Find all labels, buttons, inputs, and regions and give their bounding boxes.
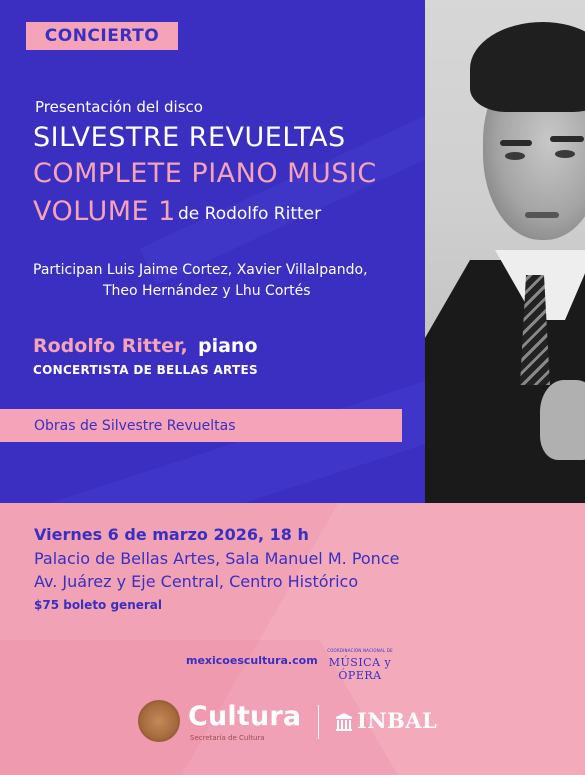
performer-instrument: piano — [198, 335, 258, 357]
government-seal-icon — [138, 700, 180, 742]
cnmo-logo — [320, 648, 410, 682]
secretaria-label: Secretaría de Cultura — [190, 734, 265, 742]
title-line-1: SILVESTRE REVUELTAS — [33, 122, 346, 153]
event-date: Viernes 6 de marzo 2026, 18 h — [34, 525, 309, 544]
title-line-2: COMPLETE PIANO MUSIC — [33, 158, 377, 189]
category-tag — [26, 22, 178, 50]
title-line-3: VOLUME 1 — [33, 196, 176, 227]
logo-divider — [318, 705, 319, 739]
building-icon — [335, 713, 353, 731]
participants-line-2: Theo Hernández y Lhu Cortés — [103, 283, 311, 299]
cnmo-logo-small-text: COORDINACIÓN NACIONAL DE — [327, 648, 393, 653]
performer-role: CONCERTISTA DE BELLAS ARTES — [33, 363, 258, 377]
ticket-price: $75 boleto general — [34, 598, 163, 612]
performer-photo — [425, 0, 585, 503]
event-venue: Palacio de Bellas Artes, Sala Manuel M. Ponce — [34, 549, 400, 568]
category-tag-label: CONCIERTO — [44, 26, 160, 46]
inbal-logo-text: INBAL — [357, 708, 438, 733]
participants-line-1: Participan Luis Jaime Cortez, Xavier Villalpando, — [33, 262, 368, 278]
presentation-label: Presentación del disco — [35, 98, 203, 116]
performer-name: Rodolfo Ritter, — [33, 335, 188, 357]
title-line-3-suffix: de Rodolfo Ritter — [178, 204, 322, 224]
cnmo-logo-text: MÚSICA y ÓPERA — [328, 656, 392, 682]
cultura-logo-text: Cultura — [188, 701, 302, 732]
website-link[interactable]: mexicoescultura.com — [186, 654, 318, 667]
works-label: Obras de Silvestre Revueltas — [34, 418, 236, 434]
event-address: Av. Juárez y Eje Central, Centro Histórico — [34, 572, 359, 591]
